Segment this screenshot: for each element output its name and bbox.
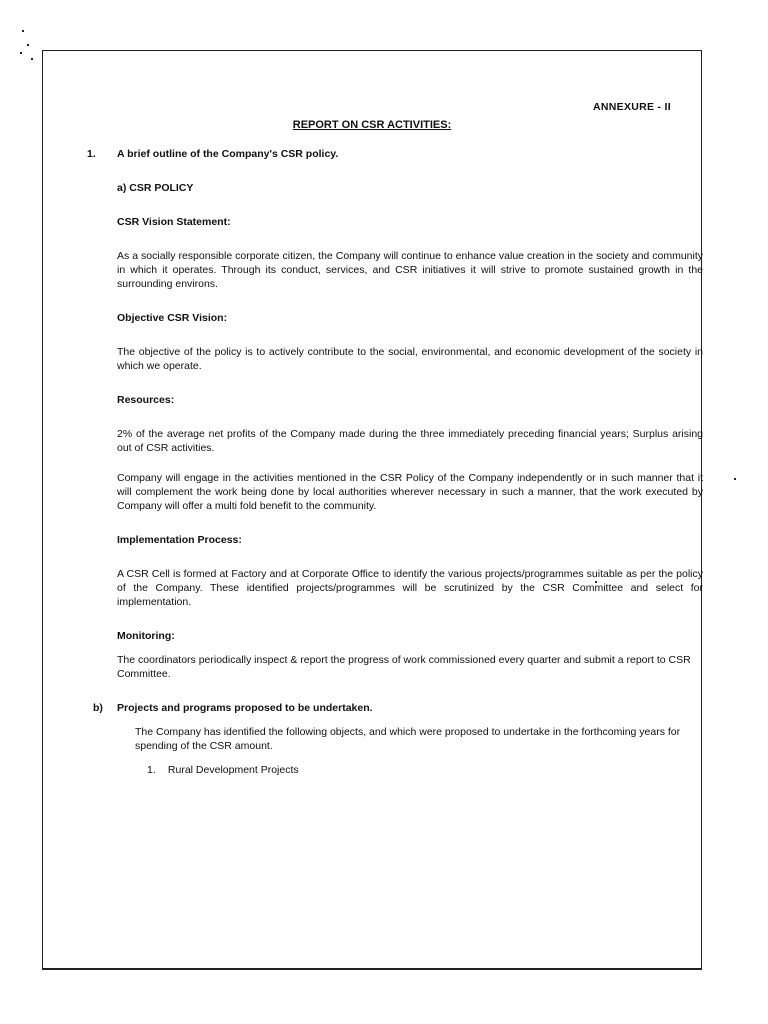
list-item (147, 763, 703, 777)
subsection-b-label: b) (93, 702, 103, 714)
section-number: 1. (87, 148, 96, 160)
list-item-text: Rural Development Projects (167, 764, 299, 776)
csr-policy-label: a) CSR POLICY (117, 182, 194, 194)
scan-speck (31, 58, 33, 60)
implementation-heading: Implementation Process: (117, 534, 242, 546)
section-1-heading-row (87, 147, 703, 161)
resources-text: 2% of the average net profits of the Company made during the three immediately preceding financial years; Surplus arising out of CSR activities. (117, 428, 703, 454)
project-list (147, 763, 703, 777)
subsection-b-heading-row (93, 701, 703, 715)
vision-heading: CSR Vision Statement: (117, 216, 231, 228)
annexure-label: ANNEXURE - II (593, 101, 671, 113)
report-title: REPORT ON CSR ACTIVITIES: (292, 119, 452, 131)
engagement-text: Company will engage in the activities mentioned in the CSR Policy of the Company independently or in such manner that it will complement the work being done by local authorities wherever necessary in such a manner, that the work executed by Company will offer a multi fold benefit to the community. (117, 472, 703, 512)
subsection-b-text: The Company has identified the following objects, and which were proposed to undertake in the forthcoming years for spending of the CSR amount. (135, 726, 681, 752)
section-1-heading: A brief outline of the Company's CSR policy. (117, 148, 339, 160)
vision-text: As a socially responsible corporate citizen, the Company will continue to enhance value creation in the society and community in which it operates. Through its conduct, services, and CSR initiatives it will strive to promote sustained growth in the surrounding environs. (117, 250, 703, 290)
scan-speck (734, 478, 736, 480)
resources-heading: Resources: (117, 394, 175, 406)
monitoring-text: The coordinators periodically inspect & report the progress of work commissioned every quarter and submit a report to CSR Committee. (117, 654, 691, 680)
monitoring-heading: Monitoring: (117, 630, 175, 642)
subsection-b-heading: Projects and programs proposed to be undertaken. (117, 702, 373, 714)
document-page (42, 50, 702, 970)
report-body (87, 147, 703, 777)
objective-text: The objective of the policy is to actively contribute to the social, environmental, and economic development of the society in which we operate. (117, 346, 703, 372)
scan-speck (22, 30, 24, 32)
scan-speck (27, 44, 29, 46)
list-item-number: 1. (147, 764, 156, 776)
objective-heading: Objective CSR Vision: (117, 312, 228, 324)
scan-speck (20, 52, 22, 54)
implementation-text: A CSR Cell is formed at Factory and at Corporate Office to identify the various projects/programmes suitable as per the policy of the Company. These identified projects/programmes will be scrutinized by the CSR Committee and select for implementation. (117, 568, 703, 608)
